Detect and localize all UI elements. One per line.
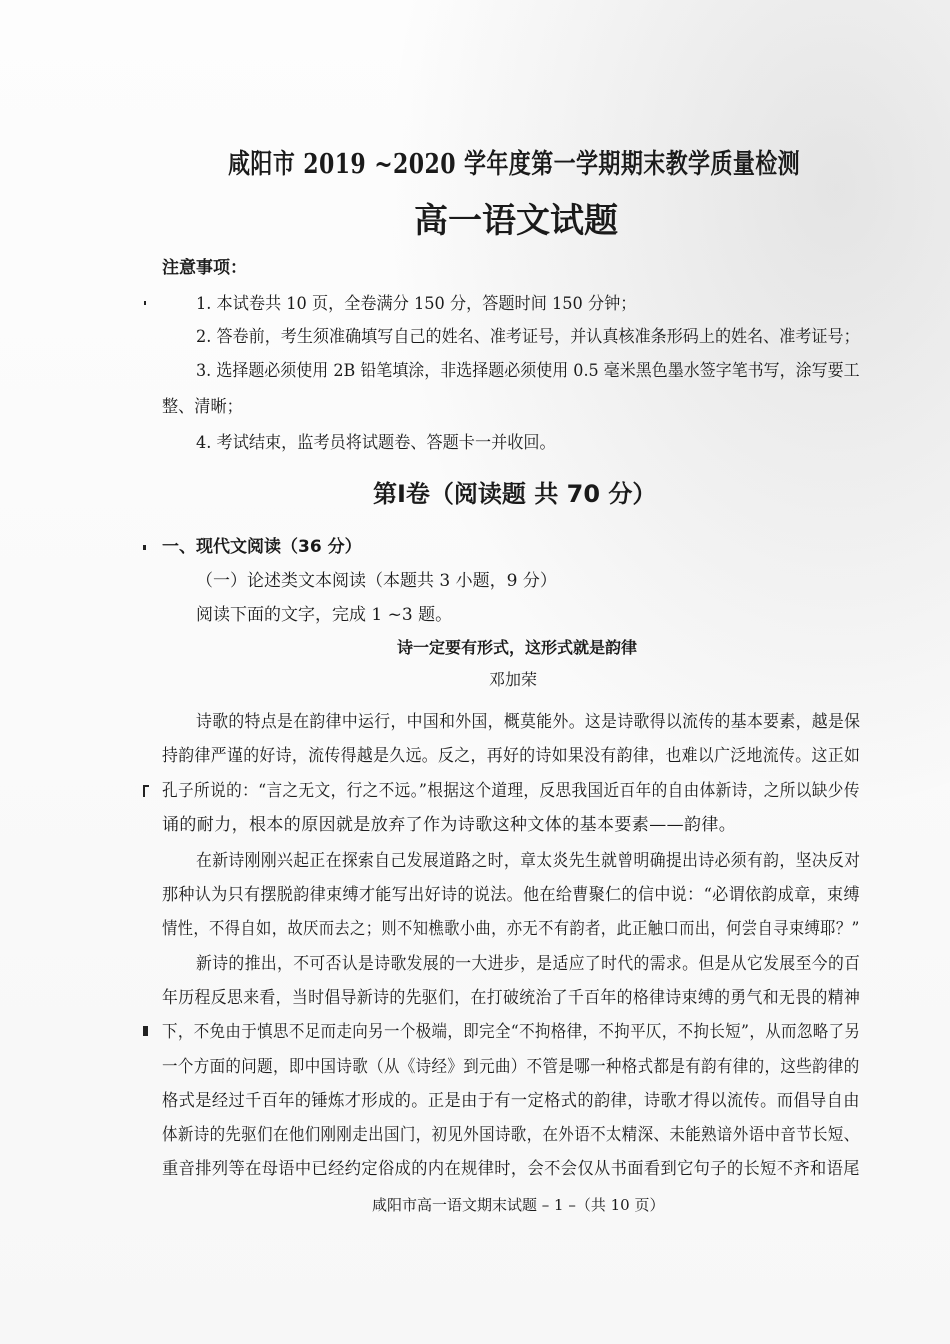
article-line: 下，不免由于慎思不足而走向另一个极端，即完全“不拘格律，不拘平仄，不拘长短”，从而忽略了另 <box>162 1022 861 1042</box>
scan-speck <box>143 1026 148 1036</box>
reading-instruction: 阅读下面的文字，完成 1 ~3 题。 <box>196 605 453 625</box>
article-line: 情性，不得自如，故厌而去之；则不知樵歌小曲，亦无不有韵者，此正触口而出，何尝自寻束缚耶？” <box>162 919 860 939</box>
article-line: 诗歌的特点是在韵律中运行，中国和外国，概莫能外。这是诗歌得以流传的基本要素，越是保 <box>196 712 861 732</box>
scan-speck <box>143 785 149 787</box>
scan-speck <box>144 301 146 305</box>
notice-label: 注意事项： <box>162 258 247 278</box>
article-line: 格式是经过千百年的锤炼才形成的。正是由于有一定格式的韵律，诗歌才得以流传。而倡导自由 <box>162 1091 860 1111</box>
article-line: 体新诗的先驱们在他们刚刚走出国门，初见外国诗歌，在外语不太精深、未能熟谙外语中音节长短、 <box>162 1125 860 1145</box>
article-line: 那种认为只有摆脱韵律束缚才能写出好诗的说法。他在给曹聚仁的信中说：“必谓依韵成章，束缚 <box>162 885 860 905</box>
notice-item: 3. 选择题必须使用 2B 铅笔填涂，非选择题必须使用 0.5 毫米黑色墨水签字笔书写，涂写要工 <box>196 361 860 381</box>
article-line: 持韵律严谨的好诗，流传得越是久远。反之，再好的诗如果没有韵律，也难以广泛地流传。这正如 <box>162 746 861 766</box>
exam-title: 高一语文试题 <box>414 201 618 241</box>
article-line: 年历程反思来看，当时倡导新诗的先驱们，在打破统治了千百年的格律诗束缚的勇气和无畏的精神 <box>162 988 861 1008</box>
notice-item: 整、清晰； <box>162 397 243 417</box>
article-title: 诗一定要有形式，这形式就是韵律 <box>397 638 638 657</box>
sub-part-title: （一）论述类文本阅读（本题共 3 小题，9 分） <box>196 571 557 591</box>
scan-speck <box>143 545 146 550</box>
article-line: 一个方面的问题，即中国诗歌（从《诗经》到元曲）不管是哪一种格式都是有韵有律的，这些韵律的 <box>162 1057 860 1077</box>
article-author: 邓加荣 <box>489 670 538 689</box>
page-footer: 咸阳市高一语文期末试题 – 1 –（共 10 页） <box>372 1196 665 1214</box>
notice-item: 2. 答卷前，考生须准确填写自己的姓名、准考证号，并认真核准条形码上的姓名、准考证号； <box>196 327 860 347</box>
section-title: 第Ⅰ卷（阅读题 共 70 分） <box>373 480 657 508</box>
article-line: 在新诗刚刚兴起正在探索自己发展道路之时，章太炎先生就曾明确提出诗必须有韵，坚决反对 <box>196 851 861 871</box>
article-line: 重音排列等在母语中已经约定俗成的内在规律时，会不会仅从书面看到它句子的长短不齐和语尾 <box>162 1159 860 1179</box>
exam-header: 咸阳市 2019 ~2020 学年度第一学期期末教学质量检测 <box>228 149 801 180</box>
part-title: 一、现代文阅读（36 分） <box>162 537 362 557</box>
article-line: 孔子所说的：“言之无文，行之不远。”根据这个道理，反思我国近百年的自由体新诗，之所以缺少传 <box>162 781 860 801</box>
notice-item: 1. 本试卷共 10 页，全卷满分 150 分，答题时间 150 分钟； <box>196 294 637 314</box>
article-line: 诵的耐力，根本的原因就是放弃了作为诗歌这种文体的基本要素——韵律。 <box>162 815 737 835</box>
notice-item: 4. 考试结束，监考员将试题卷、答题卡一并收回。 <box>196 433 556 453</box>
article-line: 新诗的推出，不可否认是诗歌发展的一大进步，是适应了时代的需求。但是从它发展至今的百 <box>196 954 861 974</box>
